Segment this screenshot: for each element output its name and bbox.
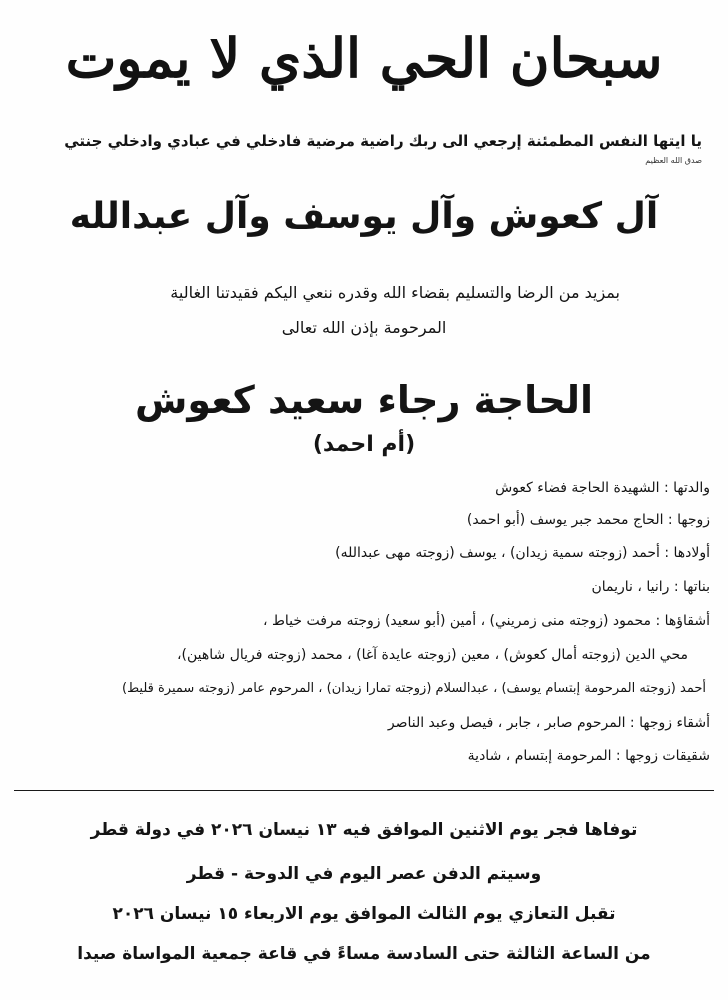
footer-burial: وسيتم الدفن عصر اليوم في الدوحة - قطر <box>186 864 542 884</box>
relatives-husband: زوجها : الحاج محمد جبر يوسف (أبو احمد) <box>466 512 710 528</box>
quran-verse: يا ايتها النفس المطمئنة إرجعي الى ربك راضية مرضية فادخلي في عبادي وادخلي جنتي <box>64 132 702 150</box>
family-names: آل كعوش وآل يوسف وآل عبدالله <box>69 196 659 237</box>
divider <box>14 790 714 791</box>
calligraphy-heading: سبحان الحي الذي لا يموت <box>65 26 663 90</box>
deceased-nickname: (أم احمد) <box>312 432 416 457</box>
relatives-husband-brothers: أشقاء زوجها : المرحوم صابر ، جابر ، فيصل وعبد الناصر <box>387 715 710 731</box>
deceased-name: الحاجة رجاء سعيد كعوش <box>134 378 594 422</box>
relatives-brothers-1: أشقاؤها : محمود (زوجته منى زمريني) ، أمين (أبو سعيد) زوجته مرفت خياط ، <box>262 613 710 629</box>
intro-line-1: بمزيد من الرضا والتسليم بقضاء الله وقدره ننعي اليكم فقيدتنا الغالية <box>170 283 620 302</box>
relatives-brothers-2: محي الدين (زوجته أمال كعوش) ، معين (زوجته عايدة آغا) ، محمد (زوجته فريال شاهين)، <box>177 647 688 663</box>
relatives-husband-sisters: شقيقات زوجها : المرحومة إبتسام ، شادية <box>467 748 710 764</box>
footer-condolences-date: تقبل التعازي يوم الثالث الموافق يوم الاربعاء ١٥ نيسان ٢٠٢٦ <box>112 904 616 924</box>
verse-attribution: صدق الله العظيم <box>645 156 702 165</box>
relatives-sons: أولادها : أحمد (زوجته سمية زيدان) ، يوسف (زوجته مهى عبدالله) <box>335 545 710 561</box>
intro-line-2: المرحومة بإذن الله تعالى <box>281 318 447 337</box>
relatives-mother: والدتها : الشهيدة الحاجة فضاء كعوش <box>495 480 710 496</box>
relatives-daughters: بناتها : رانيا ، ناريمان <box>591 579 710 595</box>
footer-death-notice: توفاها فجر يوم الاثنين الموافق فيه ١٣ نيسان ٢٠٢٦ في دولة قطر <box>90 820 638 840</box>
footer-condolences-place: من الساعة الثالثة حتى السادسة مساءً في قاعة جمعية المواساة صيدا <box>77 944 651 964</box>
relatives-brothers-3: أحمد (زوجته المرحومة إبتسام يوسف) ، عبدالسلام (زوجته تمارا زيدان) ، المرحوم عامر (زوجته سميرة قليط) <box>122 681 706 696</box>
